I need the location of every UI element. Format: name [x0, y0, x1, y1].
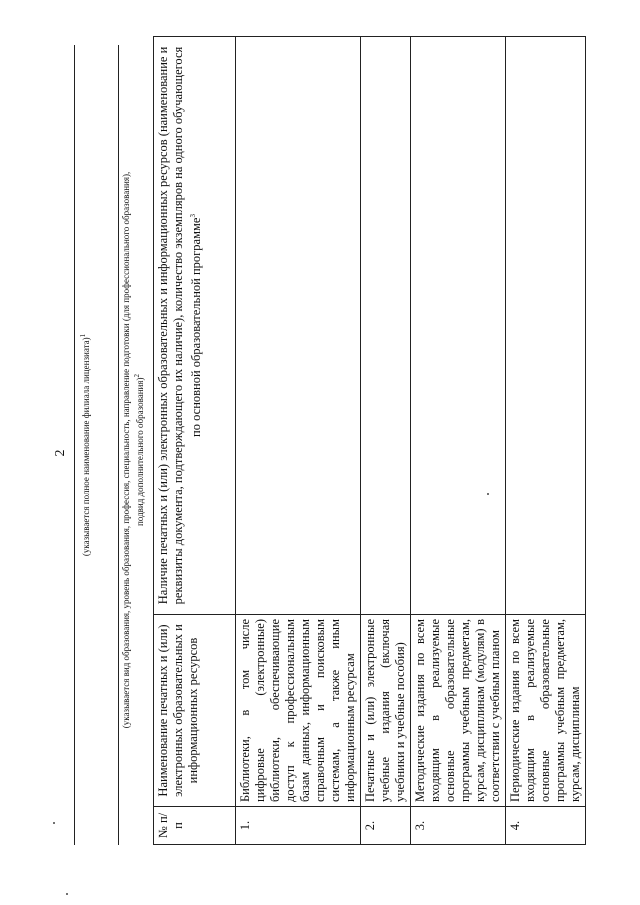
- availability-cell: [236, 37, 361, 615]
- row-number: 4.: [506, 807, 586, 845]
- table-header-row: [154, 37, 236, 845]
- branch-name-caption: [78, 45, 92, 845]
- header-availability: [154, 37, 236, 615]
- scan-speck: [487, 493, 489, 495]
- resource-name-cell: Методические издания по всем входящим в реализуемые основные образовательные программы учебным предметам, курсам, дисциплинам (модулям) в соответствии с учебным планом: [411, 615, 506, 807]
- header-num: № п/п: [154, 807, 236, 845]
- scan-speck: [53, 822, 55, 824]
- resource-name-cell: Печатные и (или) электронные учебные издания (включая учебники и учебные пособия): [361, 615, 411, 807]
- availability-cell: [506, 37, 586, 615]
- branch-name-caption-text: (указывается полное наименование филиала лицензиата): [81, 337, 91, 557]
- availability-cell: [411, 37, 506, 615]
- table-row: [411, 37, 506, 845]
- education-type-caption-line1: (указывается вид образования, уровень образования, профессия, специальность, направление подготовки (для профессионального образования),: [121, 171, 131, 729]
- footnote-marker-1: 1: [79, 333, 87, 338]
- footnote-marker-3: 3: [189, 214, 197, 218]
- education-type-caption-line2-text: подвид дополнительного образования): [135, 377, 145, 526]
- education-type-caption: [121, 165, 146, 735]
- table-row: [506, 37, 586, 845]
- resource-name-cell: Периодические издания по всем входящим в реализуемые основные образовательные программы учебным предметам, курсам, дисциплинам: [506, 615, 586, 807]
- table-row: [236, 37, 361, 845]
- footnote-marker-2: 2: [133, 374, 141, 378]
- row-number: 1.: [236, 807, 361, 845]
- availability-cell: [361, 37, 411, 615]
- page-number: 2: [53, 449, 68, 457]
- scan-speck: [66, 893, 68, 895]
- row-number: 2.: [361, 807, 411, 845]
- resources-table: [153, 36, 586, 845]
- resource-name-cell: Библиотеки, в том числе цифровые (электронные) библиотеки, обеспечивающие доступ к профессиональным базам данных, информационным справочным и поисковым системам, а также иным информационным ресурсам: [236, 615, 361, 807]
- header-resource-name: Наименование печатных и (или) электронных образовательных и информационных ресурсов: [154, 615, 236, 807]
- header-availability-text: Наличие печатных и (или) электронных образовательных и информационных ресурсов (наименование и реквизиты документа, подтверждающего их наличие), количество экземпляров на одного обучающегося по основной образовательной программе: [156, 46, 204, 605]
- branch-name-line: [74, 45, 75, 845]
- education-type-caption-line2: [132, 165, 146, 735]
- row-number: 3.: [411, 807, 506, 845]
- education-type-line: [118, 45, 119, 845]
- table-row: [361, 37, 411, 845]
